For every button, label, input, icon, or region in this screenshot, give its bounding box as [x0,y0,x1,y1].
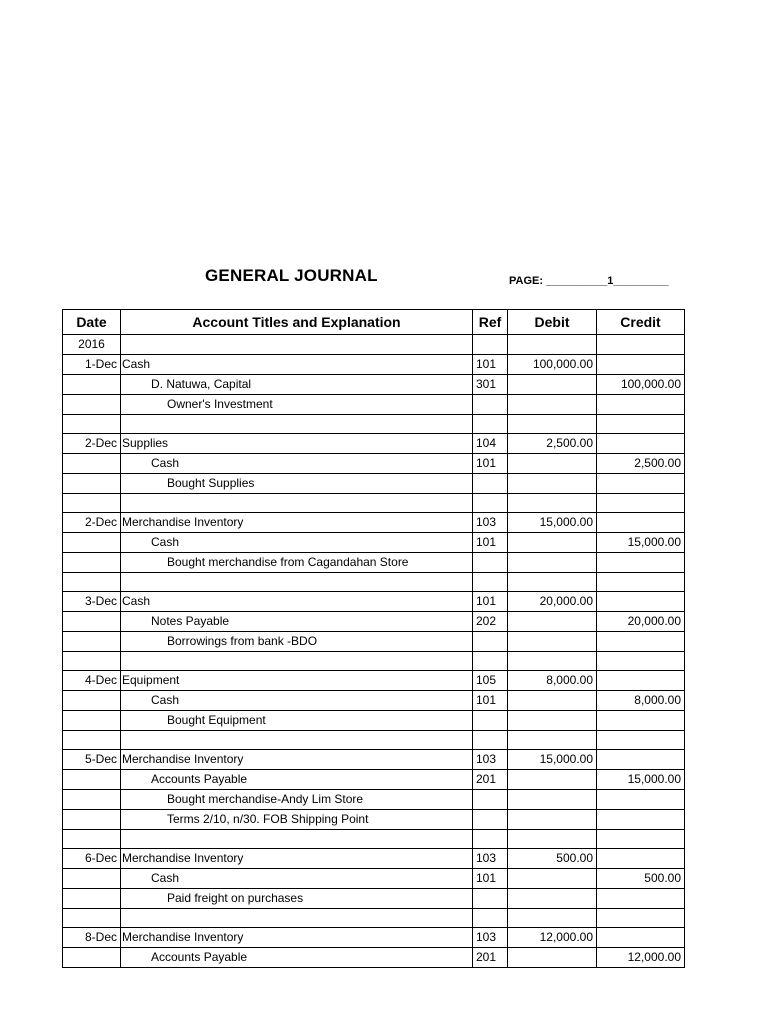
ref-cell: 103 [473,513,508,533]
table-row [63,731,685,750]
debit-cell [508,711,597,731]
debit-cell [508,770,597,790]
ref-cell: 105 [473,671,508,691]
debit-cell [508,375,597,395]
credit-cell [597,671,685,691]
table-row [63,513,685,533]
ref-cell [473,889,508,909]
column-header-account: Account Titles and Explanation [121,310,473,335]
date-cell: 6-Dec [63,849,121,869]
date-cell [63,494,121,513]
account-cell [121,909,473,928]
table-row [63,830,685,849]
account-cell: Bought merchandise from Cagandahan Store [121,553,473,573]
date-cell [63,889,121,909]
account-cell: Borrowings from bank -BDO [121,632,473,652]
debit-cell [508,474,597,494]
ref-cell [473,731,508,750]
date-cell [63,632,121,652]
debit-cell [508,889,597,909]
ref-cell [473,830,508,849]
date-cell [63,375,121,395]
account-cell: Merchandise Inventory [121,928,473,948]
account-cell: Accounts Payable [121,948,473,968]
account-cell [121,652,473,671]
debit-cell [508,415,597,434]
ref-cell [473,494,508,513]
date-cell [63,533,121,553]
date-cell [63,415,121,434]
account-cell [121,415,473,434]
ref-cell: 101 [473,454,508,474]
credit-cell [597,711,685,731]
credit-cell [597,909,685,928]
ref-cell [473,553,508,573]
debit-cell [508,335,597,355]
table-row [63,632,685,652]
credit-cell: 100,000.00 [597,375,685,395]
credit-cell [597,335,685,355]
debit-cell: 500.00 [508,849,597,869]
date-cell: 2-Dec [63,513,121,533]
ref-cell [473,415,508,434]
ref-cell [473,909,508,928]
account-cell [121,731,473,750]
debit-cell [508,573,597,592]
date-cell: 8-Dec [63,928,121,948]
ref-cell: 101 [473,355,508,375]
date-cell: 2-Dec [63,434,121,454]
table-row [63,928,685,948]
date-cell: 1-Dec [63,355,121,375]
ref-cell: 103 [473,928,508,948]
debit-cell: 100,000.00 [508,355,597,375]
date-cell [63,790,121,810]
date-cell [63,652,121,671]
table-row [63,810,685,830]
date-cell [63,474,121,494]
ref-cell: 301 [473,375,508,395]
date-cell [63,810,121,830]
credit-cell: 2,500.00 [597,454,685,474]
date-cell: 4-Dec [63,671,121,691]
credit-cell [597,652,685,671]
table-row [63,869,685,889]
account-cell: Bought Equipment [121,711,473,731]
table-row [63,909,685,928]
ref-cell [473,632,508,652]
column-header-credit: Credit [597,310,685,335]
table-row [63,671,685,691]
journal-entries [63,335,685,968]
table-row [63,691,685,711]
account-cell: Cash [121,592,473,612]
date-cell: 5-Dec [63,750,121,770]
table-row [63,652,685,671]
debit-cell: 15,000.00 [508,750,597,770]
ref-cell: 103 [473,849,508,869]
credit-cell [597,731,685,750]
credit-cell: 15,000.00 [597,533,685,553]
table-row [63,474,685,494]
date-cell [63,691,121,711]
table-row [63,434,685,454]
debit-cell [508,909,597,928]
debit-cell [508,830,597,849]
account-cell [121,494,473,513]
account-cell: Accounts Payable [121,770,473,790]
debit-cell: 20,000.00 [508,592,597,612]
table-row [63,770,685,790]
table-header-row [63,310,685,335]
account-cell: Notes Payable [121,612,473,632]
credit-cell [597,632,685,652]
date-cell [63,948,121,968]
debit-cell: 8,000.00 [508,671,597,691]
date-cell [63,731,121,750]
account-cell: Cash [121,869,473,889]
page-number-label: PAGE: __________1_________ [509,275,669,287]
ref-cell: 101 [473,533,508,553]
debit-cell [508,632,597,652]
credit-cell: 12,000.00 [597,948,685,968]
ref-cell [473,335,508,355]
debit-cell [508,494,597,513]
credit-cell [597,889,685,909]
date-cell [63,830,121,849]
credit-cell [597,810,685,830]
account-cell: Cash [121,691,473,711]
credit-cell: 15,000.00 [597,770,685,790]
ref-cell: 101 [473,691,508,711]
ref-cell [473,652,508,671]
date-cell: 3-Dec [63,592,121,612]
debit-cell [508,553,597,573]
date-cell [63,553,121,573]
date-cell [63,869,121,889]
table-row [63,849,685,869]
account-cell: Merchandise Inventory [121,513,473,533]
ref-cell [473,810,508,830]
account-cell: Cash [121,355,473,375]
table-row [63,612,685,632]
table-row [63,415,685,434]
column-header-debit: Debit [508,310,597,335]
ref-cell [473,573,508,592]
ref-cell: 201 [473,948,508,968]
debit-cell: 15,000.00 [508,513,597,533]
ref-cell: 104 [473,434,508,454]
account-cell: Merchandise Inventory [121,849,473,869]
debit-cell [508,691,597,711]
debit-cell: 12,000.00 [508,928,597,948]
ref-cell: 201 [473,770,508,790]
credit-cell [597,415,685,434]
table-row [63,573,685,592]
table-row [63,750,685,770]
table-row [63,711,685,731]
credit-cell [597,928,685,948]
table-row [63,395,685,415]
ref-cell: 101 [473,592,508,612]
journal-title: GENERAL JOURNAL [205,266,378,285]
credit-cell [597,474,685,494]
credit-cell [597,573,685,592]
credit-cell [597,553,685,573]
ref-cell [473,395,508,415]
debit-cell [508,790,597,810]
ref-cell [473,711,508,731]
debit-cell [508,948,597,968]
account-cell [121,335,473,355]
date-cell [63,770,121,790]
credit-cell [597,790,685,810]
table-row [63,335,685,355]
date-cell [63,612,121,632]
date-cell [63,454,121,474]
debit-cell [508,612,597,632]
credit-cell [597,830,685,849]
account-cell: Merchandise Inventory [121,750,473,770]
date-cell [63,711,121,731]
table-row [63,454,685,474]
account-cell: Supplies [121,434,473,454]
ref-cell: 103 [473,750,508,770]
general-journal-table [62,309,685,968]
credit-cell [597,395,685,415]
table-row [63,948,685,968]
column-header-date: Date [63,310,121,335]
credit-cell [597,592,685,612]
credit-cell [597,513,685,533]
debit-cell [508,395,597,415]
debit-cell [508,454,597,474]
date-cell [63,909,121,928]
account-cell [121,573,473,592]
credit-cell [597,355,685,375]
account-cell: Owner's Investment [121,395,473,415]
table-row [63,355,685,375]
account-cell: Terms 2/10, n/30. FOB Shipping Point [121,810,473,830]
account-cell: Bought merchandise-Andy Lim Store [121,790,473,810]
table-row [63,375,685,395]
ref-cell: 101 [473,869,508,889]
credit-cell: 500.00 [597,869,685,889]
account-cell [121,830,473,849]
date-cell [63,395,121,415]
debit-cell [508,652,597,671]
column-header-ref: Ref [473,310,508,335]
account-cell: Cash [121,454,473,474]
account-cell: D. Natuwa, Capital [121,375,473,395]
credit-cell [597,434,685,454]
table-row [63,889,685,909]
date-cell: 2016 [63,335,121,355]
debit-cell: 2,500.00 [508,434,597,454]
table-row [63,790,685,810]
credit-cell [597,494,685,513]
ref-cell [473,474,508,494]
account-cell: Equipment [121,671,473,691]
debit-cell [508,810,597,830]
account-cell: Paid freight on purchases [121,889,473,909]
account-cell: Bought Supplies [121,474,473,494]
table-row [63,533,685,553]
date-cell [63,573,121,592]
table-row [63,592,685,612]
account-cell: Cash [121,533,473,553]
table-row [63,494,685,513]
ref-cell [473,790,508,810]
credit-cell: 8,000.00 [597,691,685,711]
credit-cell [597,849,685,869]
table-row [63,553,685,573]
debit-cell [508,533,597,553]
credit-cell [597,750,685,770]
credit-cell: 20,000.00 [597,612,685,632]
debit-cell [508,869,597,889]
ref-cell: 202 [473,612,508,632]
debit-cell [508,731,597,750]
